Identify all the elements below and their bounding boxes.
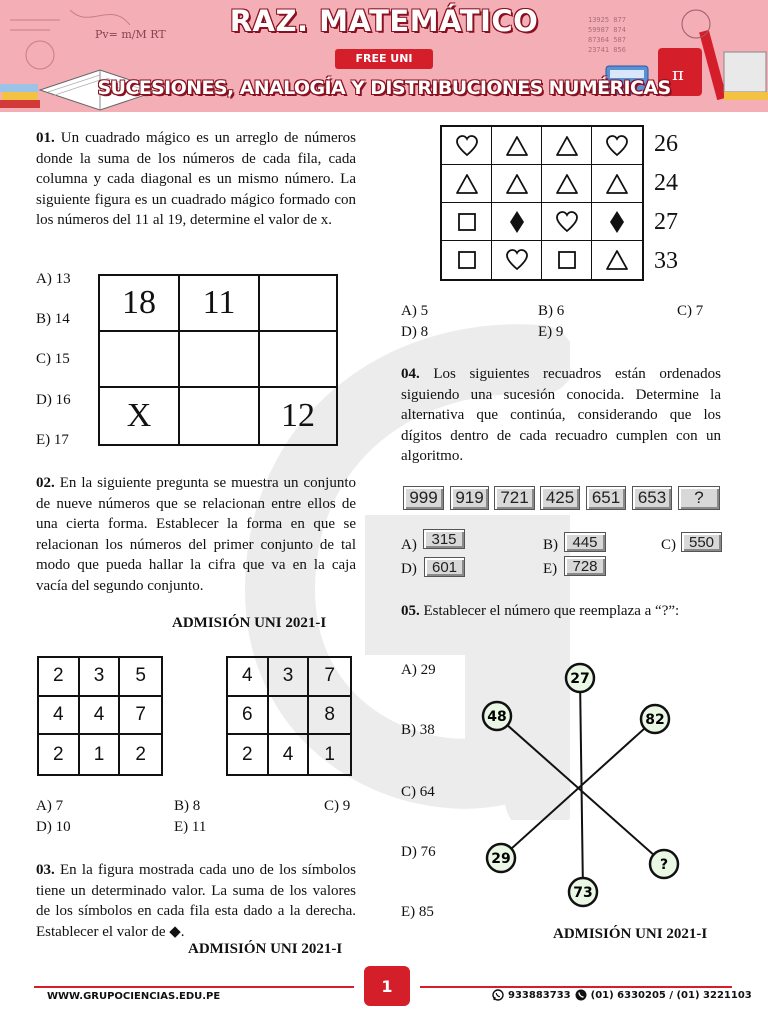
diamond-icon <box>606 211 628 233</box>
footer-rule <box>420 986 732 988</box>
header-badge: FREE UNI <box>335 49 433 69</box>
triangle-icon <box>506 135 528 157</box>
sequence-box: 721 <box>494 486 535 510</box>
question-text: En la figura mostrada cada uno de los símbolos tiene un determinado valor. La suma de los valores de los símbolos en cada fila esta dado a la derecha. Establecer el valor de ◆. <box>36 862 357 940</box>
option-letter: C) <box>661 537 676 553</box>
question-text: Un cuadrado mágico es un arreglo de números donde la suma de los números de cada fila, cada columna y cada diagonal es un mismo número. La siguiente figura es un cuadrado mágico formado con los números del 11 al 19, determine el valor de x. <box>36 130 356 229</box>
heart-icon <box>556 211 578 233</box>
option-box: 445 <box>564 532 606 552</box>
grid-cell <box>260 332 336 388</box>
sequence-box: 425 <box>540 486 580 510</box>
grid-cell: 4 <box>80 697 121 736</box>
q4-option-a[interactable] <box>401 530 457 554</box>
star-node <box>650 850 678 878</box>
grid-cell <box>100 332 180 388</box>
grid-cell: 2 <box>39 735 80 774</box>
q4-option-b[interactable] <box>543 533 598 554</box>
question-number: 01. <box>36 130 55 146</box>
footer-contact <box>492 989 752 1001</box>
symbol-cell <box>442 203 492 241</box>
star-node <box>569 878 597 906</box>
symbol-cell <box>442 165 492 203</box>
footer-rule <box>34 986 354 988</box>
star-node <box>483 702 511 730</box>
question-number: 03. <box>36 862 55 878</box>
symbol-cell <box>542 203 592 241</box>
svg-text:59987 874: 59987 874 <box>588 26 626 34</box>
grid-cell: 3 <box>80 658 121 697</box>
q3-option-e[interactable]: E) 9 <box>538 324 564 340</box>
question-2 <box>36 473 356 597</box>
question-4 <box>401 364 721 467</box>
svg-text:π: π <box>672 64 684 85</box>
star-node-label: 82 <box>645 712 665 728</box>
q3-option-c[interactable]: C) 7 <box>677 303 704 319</box>
grid-cell: 7 <box>309 658 350 697</box>
heart-icon <box>456 135 478 157</box>
grid-cell: 1 <box>80 735 121 774</box>
q1-option-b[interactable]: B) 14 <box>36 311 70 327</box>
question-text: En la siguiente pregunta se muestra un conjunto de nueve números que se relacionan entre ellos de una cierta forma. Establecer la forma en que se relacionan los números del primer conjunto de tal modo que pueda hallar la cifra que va en la caja vacía del segundo conjunto. <box>36 475 357 594</box>
option-box: 601 <box>424 557 465 577</box>
page-number: 1 <box>364 966 410 1006</box>
q3-option-a[interactable]: A) 5 <box>401 303 429 319</box>
whatsapp-number: 933883733 <box>508 989 571 1001</box>
q2-option-e[interactable]: E) 11 <box>174 819 207 835</box>
grid-cell <box>269 697 310 736</box>
grid-cell <box>180 332 260 388</box>
q5-option-a[interactable]: A) 29 <box>401 662 436 678</box>
page-header <box>0 0 768 112</box>
grid-cell: 2 <box>39 658 80 697</box>
sequence-box: 999 <box>403 486 444 510</box>
q1-option-d[interactable]: D) 16 <box>36 392 71 408</box>
q4-option-d[interactable] <box>401 558 458 578</box>
grid-cell: 8 <box>309 697 350 736</box>
phone-icon <box>575 989 587 1001</box>
sequence-box: 919 <box>450 486 489 510</box>
symbol-cell <box>592 203 642 241</box>
question-number: 02. <box>36 475 55 491</box>
grid-cell: 1 <box>324 743 335 765</box>
symbol-cell <box>492 203 542 241</box>
q4-option-c[interactable] <box>661 533 715 554</box>
symbol-cell <box>442 241 492 279</box>
q5-option-e[interactable]: E) 85 <box>401 904 434 920</box>
star-node-label: 73 <box>573 885 593 901</box>
grid-cell: 18 <box>100 276 180 332</box>
square-icon <box>456 249 478 271</box>
symbol-cell <box>442 127 492 165</box>
whatsapp-icon <box>492 989 504 1001</box>
grid-cell: 4 <box>39 697 80 736</box>
question-text: Los siguientes recuadros están ordenados siguiendo una sucesión conocida. Determine la alternativa que continúa, considerando que los dígitos dentro de cada recuadro cumplen con un algoritmo. <box>401 366 722 465</box>
star-node <box>641 705 669 733</box>
q5-option-c[interactable]: C) 64 <box>401 784 435 800</box>
q2-option-d[interactable]: D) 10 <box>36 819 71 835</box>
option-letter: B) <box>543 537 558 553</box>
triangle-icon <box>556 135 578 157</box>
row-sum: 27 <box>654 209 678 235</box>
sequence-box: 653 <box>632 486 672 510</box>
number-grid-1 <box>37 656 163 776</box>
symbol-table <box>440 125 644 281</box>
grid-cell <box>180 388 260 444</box>
symbol-cell <box>492 165 542 203</box>
question-number: 05. <box>401 603 420 619</box>
star-node <box>566 664 594 692</box>
number-grid-2 <box>226 656 352 776</box>
svg-text:Pv= m/M RT: Pv= m/M RT <box>95 28 166 41</box>
q3-option-d[interactable]: D) 8 <box>401 324 429 340</box>
q2-option-a[interactable]: A) 7 <box>36 798 64 814</box>
triangle-icon <box>606 173 628 195</box>
symbol-cell <box>592 165 642 203</box>
square-icon <box>556 249 578 271</box>
q2-option-c[interactable]: C) 9 <box>324 798 351 814</box>
question-number: 04. <box>401 366 420 382</box>
header-title: RAZ. MATEMÁTICO <box>229 4 539 38</box>
heart-icon <box>606 135 628 157</box>
grid-cell: 7 <box>120 697 161 736</box>
svg-text:13925 877: 13925 877 <box>588 16 626 24</box>
source-label: ADMISIÓN UNI 2021-I <box>188 941 343 957</box>
option-letter: D) <box>401 561 417 577</box>
q1-option-e[interactable]: E) 17 <box>36 432 69 448</box>
symbol-cell <box>592 241 642 279</box>
grid-cell: 4 <box>269 735 310 774</box>
square-icon <box>456 211 478 233</box>
source-label: ADMISIÓN UNI 2021-I <box>172 615 327 631</box>
triangle-icon <box>456 173 478 195</box>
triangle-icon <box>556 173 578 195</box>
triangle-icon <box>506 173 528 195</box>
question-5 <box>401 601 721 622</box>
symbol-cell <box>492 241 542 279</box>
star-node-label: ? <box>659 857 669 873</box>
star-node <box>487 844 515 872</box>
grid-cell: 3 <box>269 658 310 697</box>
triangle-icon <box>606 249 628 271</box>
q4-option-e[interactable] <box>543 557 598 578</box>
symbol-cell <box>542 165 592 203</box>
option-box: 550 <box>681 532 722 552</box>
heart-icon <box>506 249 528 271</box>
q5-option-d[interactable]: D) 76 <box>401 844 436 860</box>
grid-cell <box>260 276 336 332</box>
symbol-cell <box>542 127 592 165</box>
sequence-box-unknown: ? <box>678 486 720 510</box>
header-subtitle: SUCESIONES, ANALOGÍA Y DISTRIBUCIONES NUMÉRICAS <box>97 77 671 99</box>
svg-text:87364 587: 87364 587 <box>588 36 626 44</box>
phone-numbers: (01) 6330205 / (01) 3221103 <box>590 989 752 1001</box>
grid-cell: 5 <box>120 658 161 697</box>
diamond-icon <box>506 211 528 233</box>
grid-cell: 11 <box>180 276 260 332</box>
grid-cell: 6 <box>228 697 269 736</box>
question-text: Establecer el número que reemplaza a “?”: <box>423 603 680 619</box>
q1-option-c[interactable]: C) 15 <box>36 351 70 367</box>
grid-cell: X <box>100 388 180 444</box>
svg-text:23741 856: 23741 856 <box>588 46 626 54</box>
sequence-box: 651 <box>586 486 626 510</box>
star-node-label: 29 <box>491 851 511 867</box>
symbol-cell <box>492 127 542 165</box>
row-sums <box>654 125 714 281</box>
source-label: ADMISIÓN UNI 2021-I <box>553 926 708 942</box>
grid-cell: 2 <box>228 735 269 774</box>
grid-cell: 2 <box>135 743 146 765</box>
question-1 <box>36 128 356 231</box>
option-box: 315 <box>423 529 465 549</box>
grid-cell: 4 <box>228 658 269 697</box>
number-star-diagram <box>470 652 710 912</box>
symbol-cell <box>592 127 642 165</box>
magic-square-grid <box>98 274 338 446</box>
star-node-label: 48 <box>487 709 507 725</box>
q5-option-b[interactable]: B) 38 <box>401 722 435 738</box>
option-letter: E) <box>543 561 558 577</box>
row-sum: 24 <box>654 170 678 196</box>
q3-option-b[interactable]: B) 6 <box>538 303 565 319</box>
row-sum: 33 <box>654 248 678 274</box>
star-node-label: 27 <box>570 671 590 687</box>
question-3 <box>36 860 356 942</box>
option-letter: A) <box>401 537 417 553</box>
footer-website[interactable]: WWW.GRUPOCIENCIAS.EDU.PE <box>47 991 221 1002</box>
option-box: 728 <box>564 556 606 576</box>
grid-cell: 12 <box>281 397 315 434</box>
symbol-cell <box>542 241 592 279</box>
row-sum: 26 <box>654 131 678 157</box>
q2-option-b[interactable]: B) 8 <box>174 798 201 814</box>
q1-option-a[interactable]: A) 13 <box>36 271 71 287</box>
